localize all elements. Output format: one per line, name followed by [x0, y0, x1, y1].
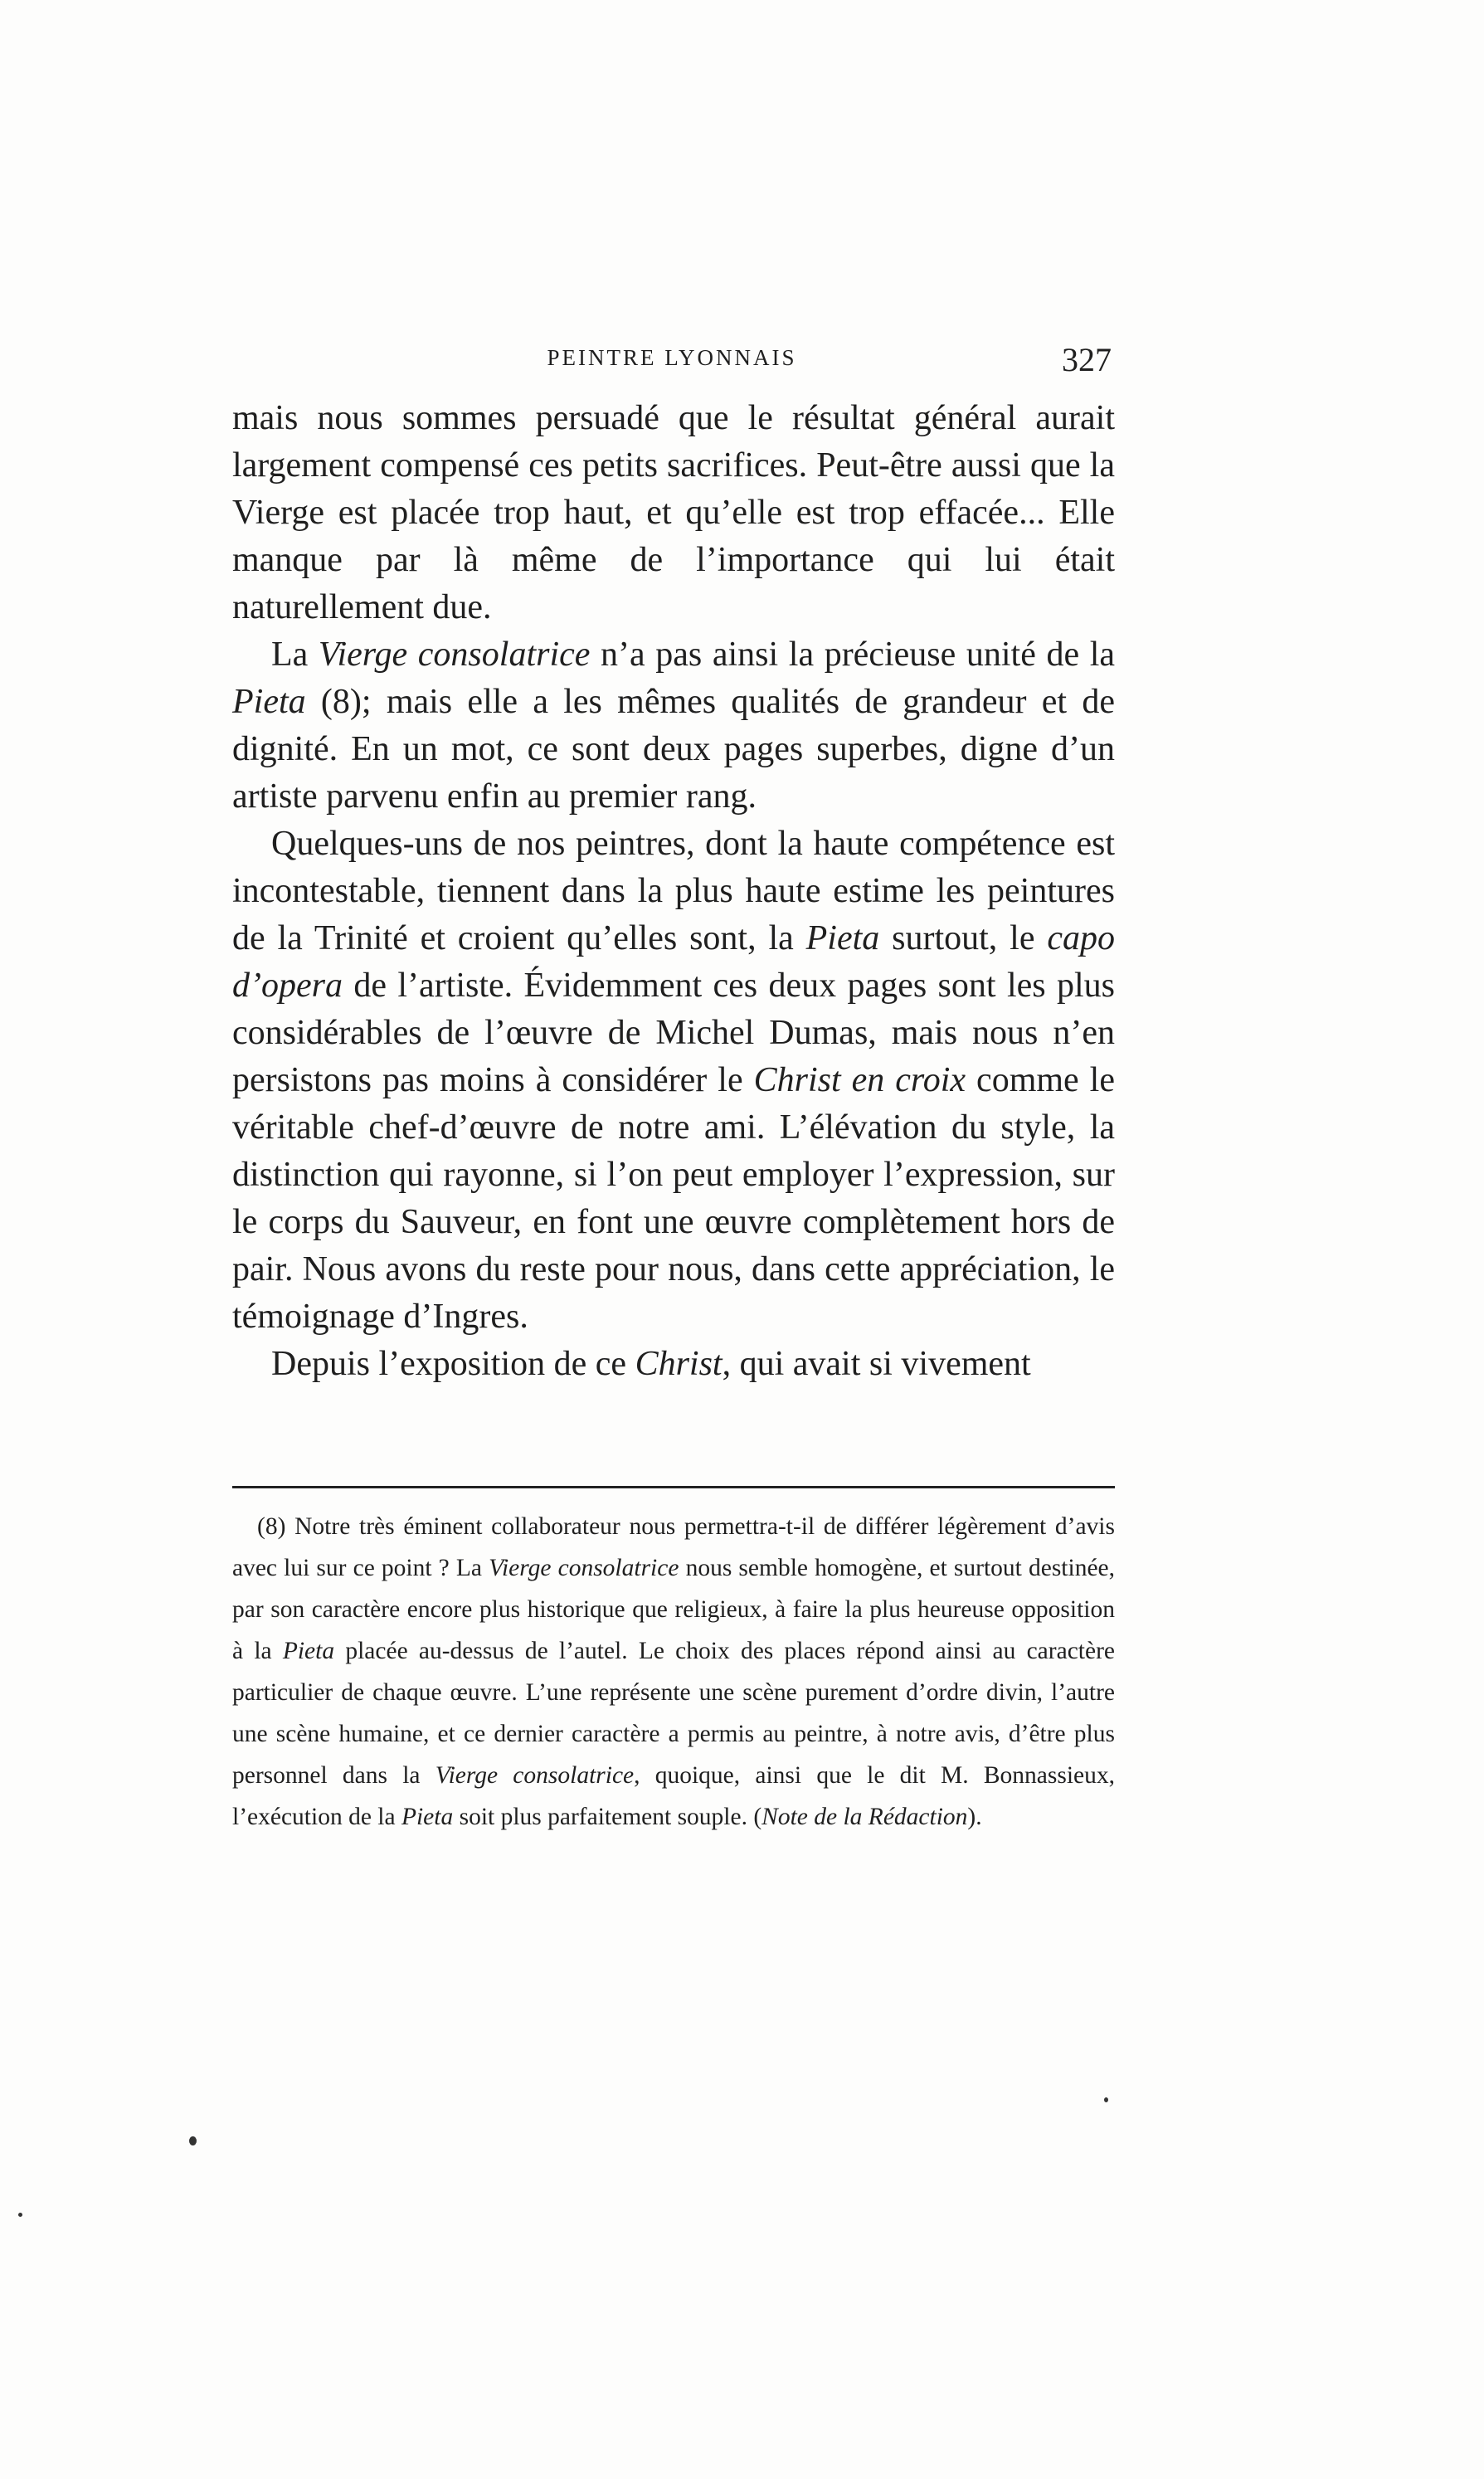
footnote: [232, 1506, 1115, 1838]
paragraph-3-text: comme le véritable chef-d’œuvre de notre ami. L’élévation du style, la distinction qui rayonne, si l’on peut employer l’expression, sur le corps du Sauveur, en font une œuvre complètement hors de pair. Nous avons du reste pour nous, dans cette appréciation, le témoignage d’Ingres.: [232, 1061, 1115, 1336]
ink-speck: [1104, 2097, 1108, 2102]
footnote-text: placée au-dessus de l’autel. Le choix des places répond ainsi au caractère particulier de chaque œuvre. L’une représente une scène purement d’ordre divin, l’autre une scène humaine, et ce dernier caractère a permis au peintre, à notre avis, d’être plus personnel dans la: [232, 1638, 1115, 1789]
ink-speck: [18, 2213, 22, 2217]
paragraph-4: [232, 1341, 1115, 1388]
footnote-text: (8) Notre très éminent collaborateur nous permettra-t-il de différer légèrement d’avis avec lui sur ce point ? La: [232, 1513, 1115, 1581]
footnote-text: ).: [967, 1804, 982, 1830]
ink-speck: [189, 2136, 197, 2145]
paragraph-2-italic: Pieta: [232, 683, 306, 721]
footnote-italic: Vierge consolatrice: [489, 1555, 679, 1581]
paragraph-3-text: surtout, le: [879, 919, 1048, 957]
paragraph-3-text: Quelques-uns de nos peintres, dont la haute compétence est incontestable, tiennent dans la plus haute estime les peintures de la Trinité et croient qu’elles sont, la: [232, 825, 1115, 957]
paragraph-3-italic: Pieta: [805, 919, 880, 957]
paragraph-3: [232, 821, 1115, 1341]
page-number: 327: [1062, 341, 1112, 378]
footnote-rule: [232, 1486, 1115, 1488]
paragraph-2-text: La: [271, 636, 319, 674]
paragraph-4-italic: Christ: [635, 1345, 723, 1383]
running-title: PEINTRE LYONNAIS: [547, 345, 797, 370]
footnote-italic: Pieta: [282, 1638, 335, 1664]
paragraph-2-italic: Vierge consolatrice: [318, 636, 591, 674]
paragraph-2-text: n’a pas ainsi la précieuse unité de la: [590, 636, 1116, 674]
footnote-text: soit plus parfaitement souple. (: [453, 1804, 762, 1830]
paragraph-3-italic: capo d’opera: [232, 919, 1115, 1005]
footnote-italic: Note de la Rédaction: [761, 1804, 968, 1830]
paragraph-2-text: (8); mais elle a les mêmes qualités de grandeur et de dignité. En un mot, ce sont deux pages superbes, digne d’un artiste parvenu enfin au premier rang.: [232, 683, 1115, 816]
footnote-text: nous semble homogène, et surtout destinée, par son caractère encore plus historique que religieux, à faire la plus heureuse opposition à la: [232, 1555, 1116, 1664]
paragraph-1: [232, 395, 1115, 631]
paragraph-1-text: mais nous sommes persuadé que le résultat général aurait largement compensé ces petits sacrifices. Peut-être aussi que la Vierge est placée trop haut, et qu’elle est trop effacée... Elle manque par là même de l’importance qui lui était naturellement due.: [232, 399, 1115, 626]
footnote-italic: Vierge consolatrice: [435, 1762, 635, 1789]
footnote-italic: Pieta: [401, 1804, 454, 1830]
footnote-text: , quoique, ainsi que le dit M. Bonnassieux, l’exécution de la: [232, 1762, 1115, 1830]
paragraph-3-italic: Christ en croix: [753, 1061, 966, 1099]
paragraph-4-text: Depuis l’exposition de ce: [271, 1345, 635, 1383]
paragraph-2: [232, 631, 1115, 821]
main-text: [232, 395, 1115, 1388]
running-head: [232, 340, 1112, 390]
paragraph-3-text: de l’artiste. Évidemment ces deux pages sont les plus considérables de l’œuvre de Michel Dumas, mais nous n’en persistons pas moins à considérer le: [232, 967, 1115, 1099]
paragraph-4-text: , qui avait si vivement: [722, 1345, 1031, 1383]
